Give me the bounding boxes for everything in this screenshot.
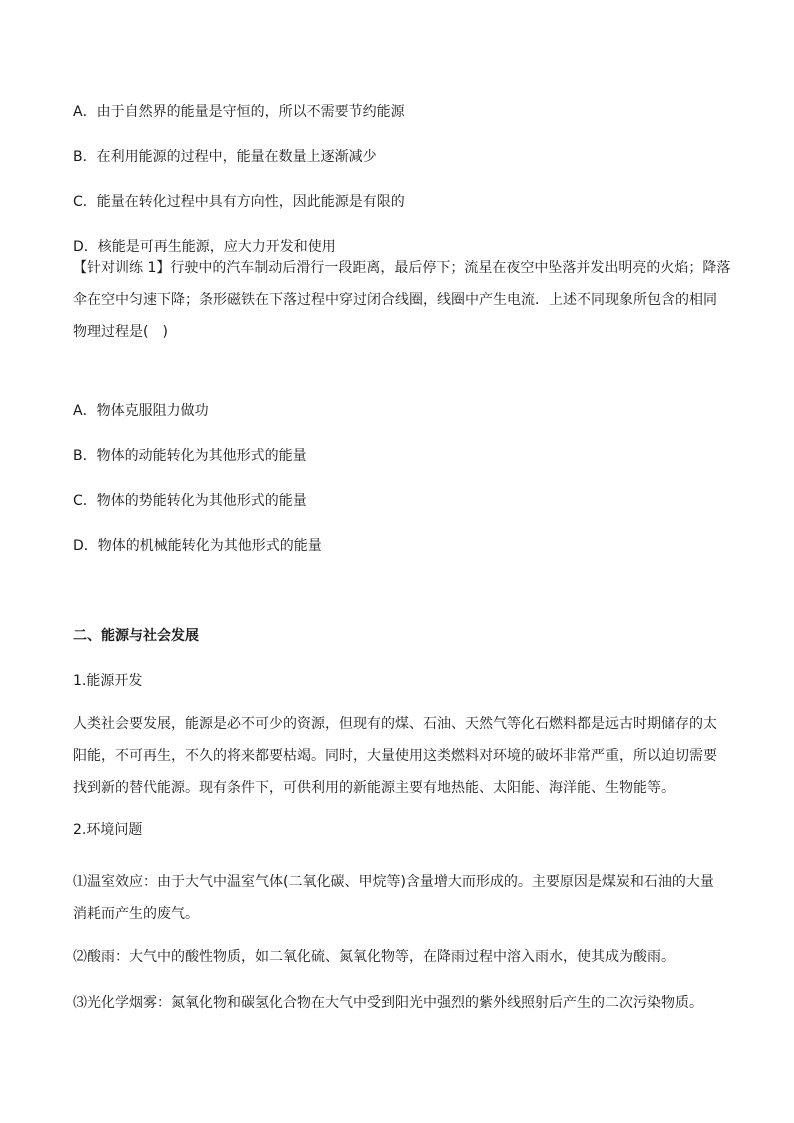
training-option-a: A．物体克服阻力做功 [73, 403, 209, 419]
option-d: D．核能是可再生能源，应大力开发和使用 [73, 239, 336, 255]
subsection-title-environment: 2.环境问题 [73, 822, 143, 838]
paragraph-line: 人类社会要发展，能源是必不可少的资源，但现有的煤、石油、天然气等化石燃料都是远古时期储存的太 [73, 716, 717, 732]
training-question-line: 【针对训练 1】行驶中的汽车制动后滑行一段距离，最后停下；流星在夜空中坠落并发出明亮的火焰；降落 [73, 260, 731, 276]
paragraph-line: 阳能，不可再生，不久的将来都要枯竭。同时，大量使用这类燃料对环境的破坏非常严重，所以迫切需要 [73, 748, 717, 764]
greenhouse-effect-paragraph [73, 866, 723, 930]
photochemical-smog-item: ⑶光化学烟雾：氮氧化物和碳氢化合物在大气中受到阳光中强烈的紫外线照射后产生的二次污染物质。 [73, 995, 703, 1011]
training-question [73, 252, 731, 348]
training-option-d: D．物体的机械能转化为其他形式的能量 [73, 538, 322, 554]
training-option-c: C．物体的势能转化为其他形式的能量 [73, 493, 307, 509]
training-question-line: 伞在空中匀速下降；条形磁铁在下落过程中穿过闭合线圈，线圈中产生电流．上述不同现象所包含的相同 [73, 292, 717, 308]
section-heading: 二、能源与社会发展 [73, 628, 199, 644]
training-option-b: B．物体的动能转化为其他形式的能量 [73, 448, 307, 464]
acid-rain-item: ⑵酸雨：大气中的酸性物质，如二氧化硫、氮氧化物等，在降雨过程中溶入雨水，使其成为酸雨。 [73, 949, 675, 965]
paragraph-line: 消耗而产生的废气。 [73, 906, 199, 922]
paragraph-line: 找到新的替代能源。现有条件下，可供利用的新能源主要有地热能、太阳能、海洋能、生物能等。 [73, 780, 675, 796]
option-b: B．在利用能源的过程中，能量在数量上逐渐减少 [73, 149, 377, 165]
energy-development-paragraph [73, 708, 723, 804]
training-question-line: 物理过程是( ) [73, 324, 168, 340]
option-c: C．能量在转化过程中具有方向性，因此能源是有限的 [73, 194, 405, 210]
subsection-title-energy-development: 1.能源开发 [73, 673, 143, 689]
option-a: A．由于自然界的能量是守恒的，所以不需要节约能源 [73, 104, 405, 120]
paragraph-line: ⑴温室效应：由于大气中温室气体(二氧化碳、甲烷等)含量增大而形成的。主要原因是煤炭和石油的大量 [73, 874, 714, 890]
